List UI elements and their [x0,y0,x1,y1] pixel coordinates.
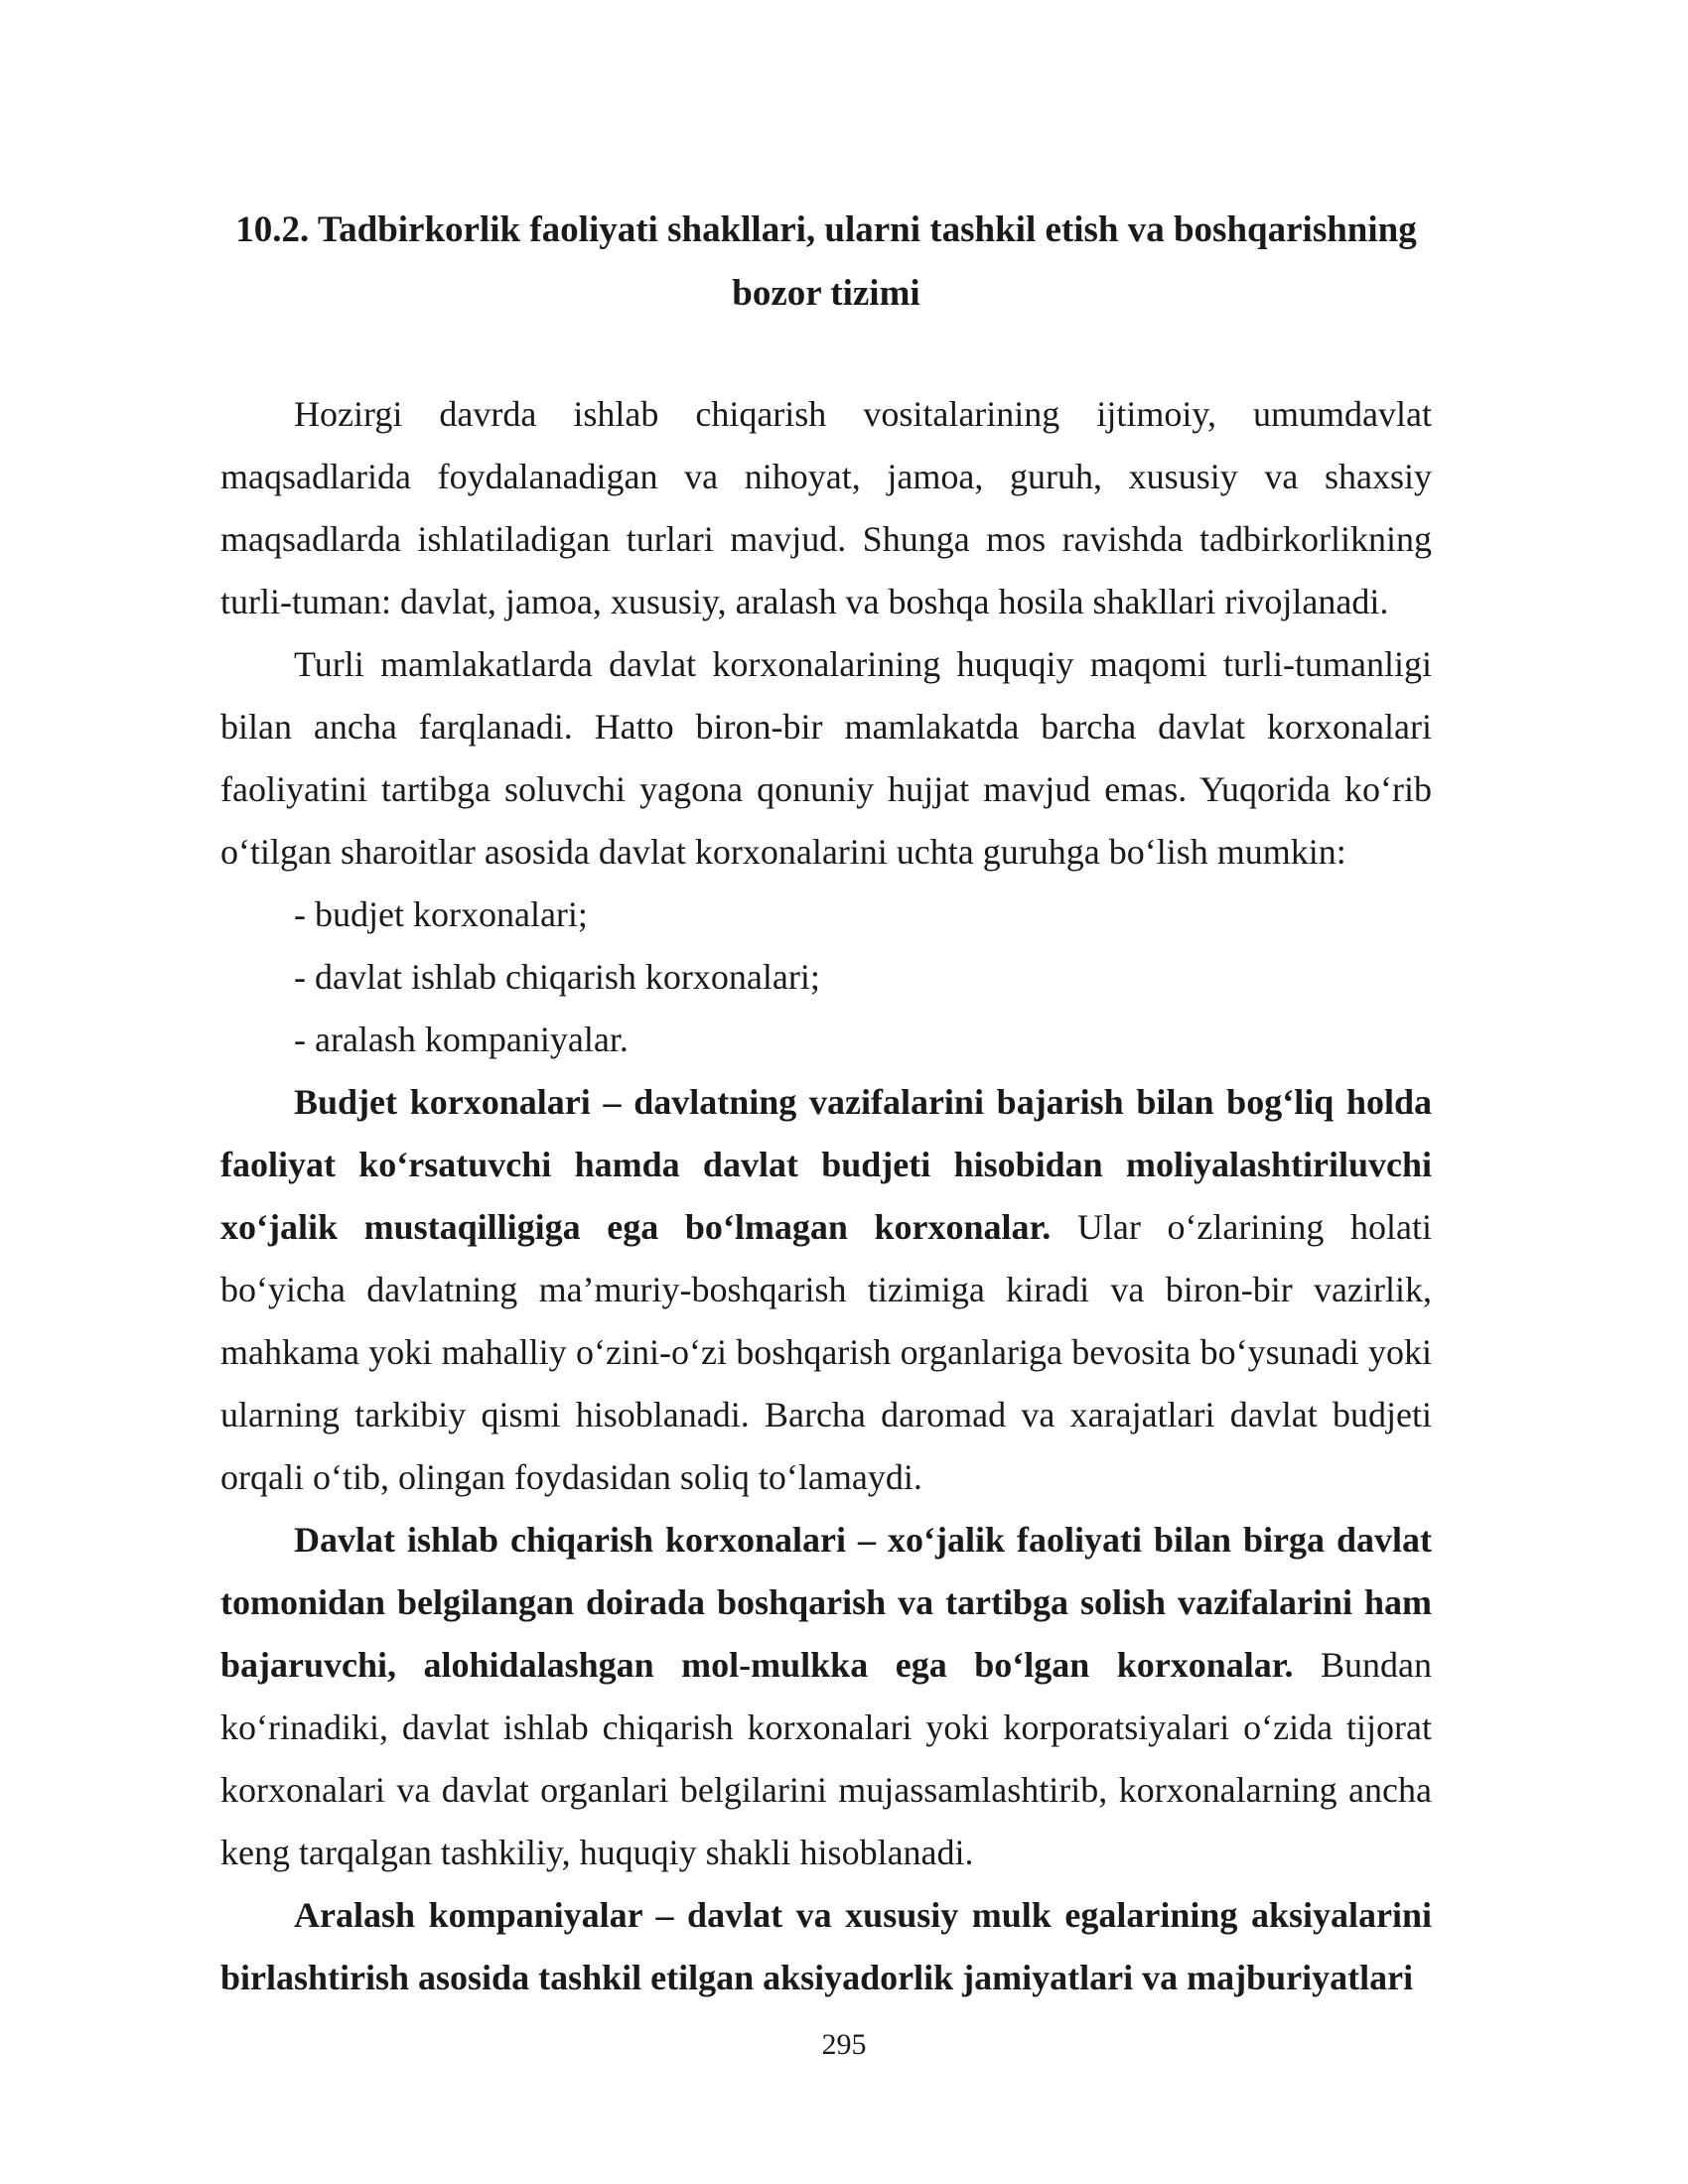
section-heading [220,199,1432,326]
list-item-state-production: - davlat ishlab chiqarish korxonalari; [294,957,820,997]
definition-budget-enterprises: Budjet korxonalari – davlatning vazifalarini bajarish bilan bog‘liq holda faoliyat ko‘rsatuvchi hamda davlat budjeti hisobidan moliyalashtiriluvchi xo‘jalik mustaqilligiga ega bo‘lmagan korxonalar. [220,1082,1432,1247]
paragraph-1: Hozirgi davrda ishlab chiqarish vositalarining ijtimoiy, umumdavlat maqsadlarida foydalanadigan va nihoyat, jamoa, guruh, xususiy va shaxsiy maqsadlarda ishlatiladigan turlari mavjud. Shunga mos ravishda tadbirkorlikning turli-tuman: davlat, jamoa, xususiy, aralash va boshqa hosila shakllari rivojlanadi. [220,394,1432,621]
page-number: 295 [821,2028,867,2061]
paragraph-budget-enterprises-text: Ular o‘zlarining holati bo‘yicha davlatning ma’muriy-boshqarish tizimiga kiradi va biron-bir vazirlik, mahkama yoki mahalliy o‘zini-o‘zi boshqarish organlariga bevosita bo‘ysunadi yoki ularning tarkibiy qismi hisoblanadi. Barcha daromad va xarajatlari davlat budjeti orqali o‘tib, olingan foydasidan soliq to‘lamaydi. [220,1207,1432,1497]
section-heading-line-1: 10.2. Tadbirkorlik faoliyati shakllari, ularni tashkil etish va boshqarishning [235,209,1417,250]
definition-mixed-companies: Aralash kompaniyalar – davlat va xususiy mulk egalarining aksiyalarini birlashtirish asosida tashkil etilgan aksiyadorlik jamiyatlari va majburiyatlari [220,1895,1432,1997]
paragraph-2: Turli mamlakatlarda davlat korxonalarining huquqiy maqomi turli-tumanligi bilan ancha farqlanadi. Hatto biron-bir mamlakatda barcha davlat korxonalari faoliyatini tartibga soluvchi yagona qonuniy hujjat mavjud emas. Yuqorida ko‘rib o‘tilgan sharoitlar asosida davlat korxonalarini uchta guruhga bo‘lish mumkin: [220,644,1432,872]
paragraph-budget-enterprises [220,1071,1432,1509]
list-item-mixed: - aralash kompaniyalar. [294,1020,629,1059]
section-heading-line-2: bozor tizimi [732,273,920,314]
list-item-budget: - budjet korxonalari; [294,894,588,934]
definition-state-production-enterprises: Davlat ishlab chiqarish korxonalari – xo‘jalik faoliyati bilan birga davlat tomonidan belgilangan doirada boshqarish va tartibga solish vazifalarini ham bajaruvchi, alohidalashgan mol-mulkka ega bo‘lgan korxonalar. [220,1520,1432,1685]
paragraph-mixed-companies [220,1884,1432,2009]
body-text [220,383,1432,2009]
paragraph-state-production-text: Bundan ko‘rinadiki, davlat ishlab chiqarish korxonalari yoki korporatsiyalari o‘zida tijorat korxonalari va davlat organlari belgilarini mujassamlashtirib, korxonalarning ancha keng tarqalgan tashkiliy, huquqiy shakli hisoblanadi. [220,1645,1432,1872]
paragraph-state-production-enterprises [220,1509,1432,1884]
